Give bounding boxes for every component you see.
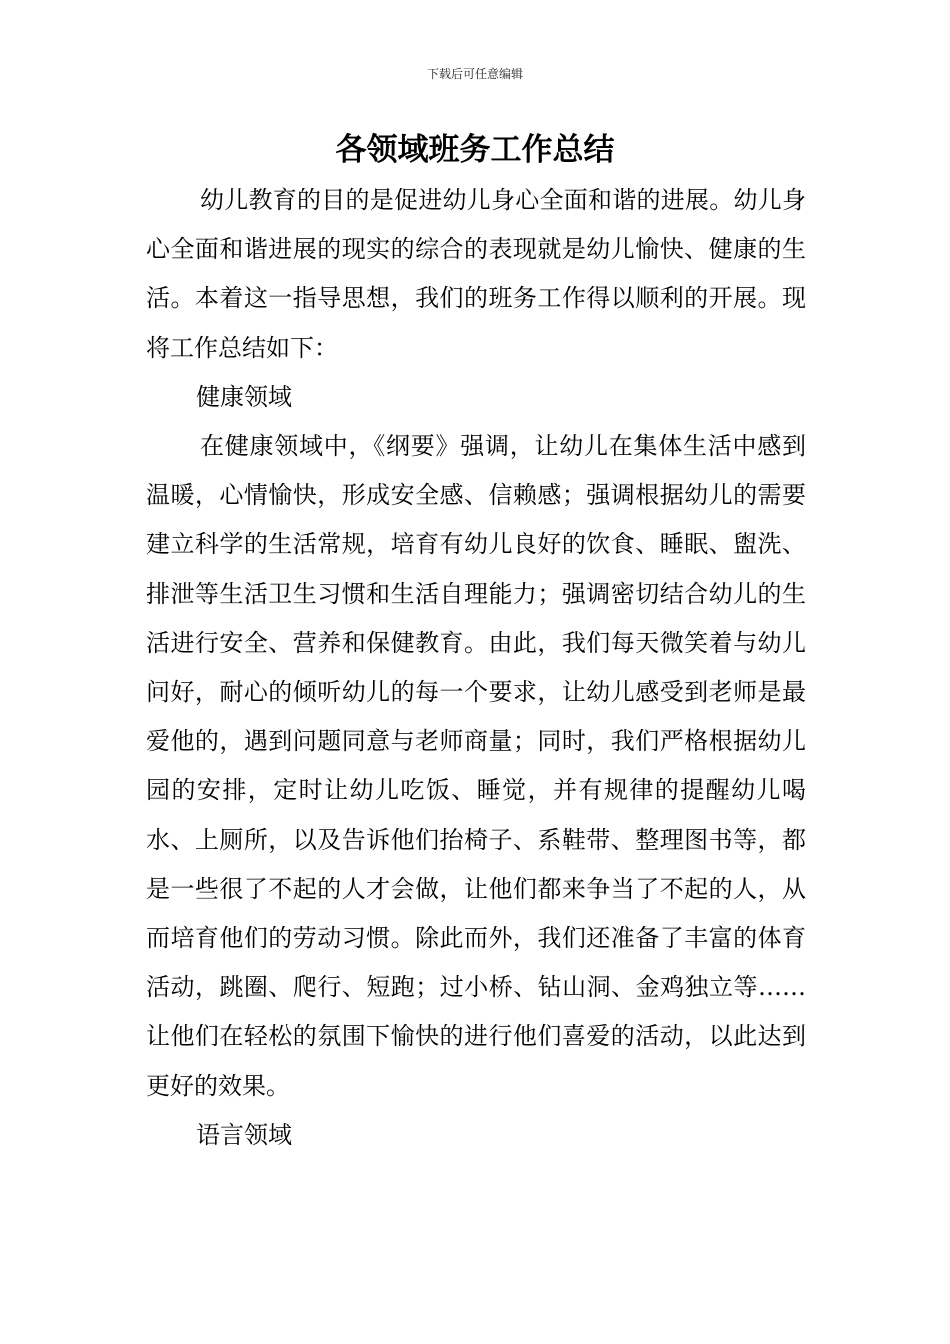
document-body — [146, 176, 806, 1160]
header-note: 下载后可任意编辑 — [426, 67, 523, 81]
intro-paragraph: 幼儿教育的目的是促进幼儿身心全面和谐的进展。幼儿身心全面和谐进展的现实的综合的表现就是幼儿愉快、健康的生活。本着这一指导思想，我们的班务工作得以顺利的开展。现将工作总结如下： — [146, 186, 806, 362]
section-heading-health: 健康领域 — [196, 382, 292, 411]
document-title: 各领域班务工作总结 — [335, 132, 615, 168]
section-heading-language: 语言领域 — [196, 1120, 292, 1149]
section-body-health: 在健康领域中，《纲要》强调，让幼儿在集体生活中感到温暖，心情愉快，形成安全感、信赖感；强调根据幼儿的需要建立科学的生活常规，培育有幼儿良好的饮食、睡眠、盥洗、排泄等生活卫生习惯和生活自理能力；强调密切结合幼儿的生活进行安全、营养和保健教育。由此，我们每天微笑着与幼儿问好，耐心的倾听幼儿的每一个要求，让幼儿感受到老师是最爱他的，遇到问题同意与老师商量；同时，我们严格根据幼儿园的安排，定时让幼儿吃饭、睡觉，并有规律的提醒幼儿喝水、上厕所，以及告诉他们抬椅子、系鞋带、整理图书等，都是一些很了不起的人才会做，让他们都来争当了不起的人，从而培育他们的劳动习惯。除此而外，我们还准备了丰富的体育活动，跳圈、爬行、短跑；过小桥、钻山洞、金鸡独立等……让他们在轻松的氛围下愉快的进行他们喜爱的活动，以此达到更好的效果。 — [146, 432, 806, 1100]
